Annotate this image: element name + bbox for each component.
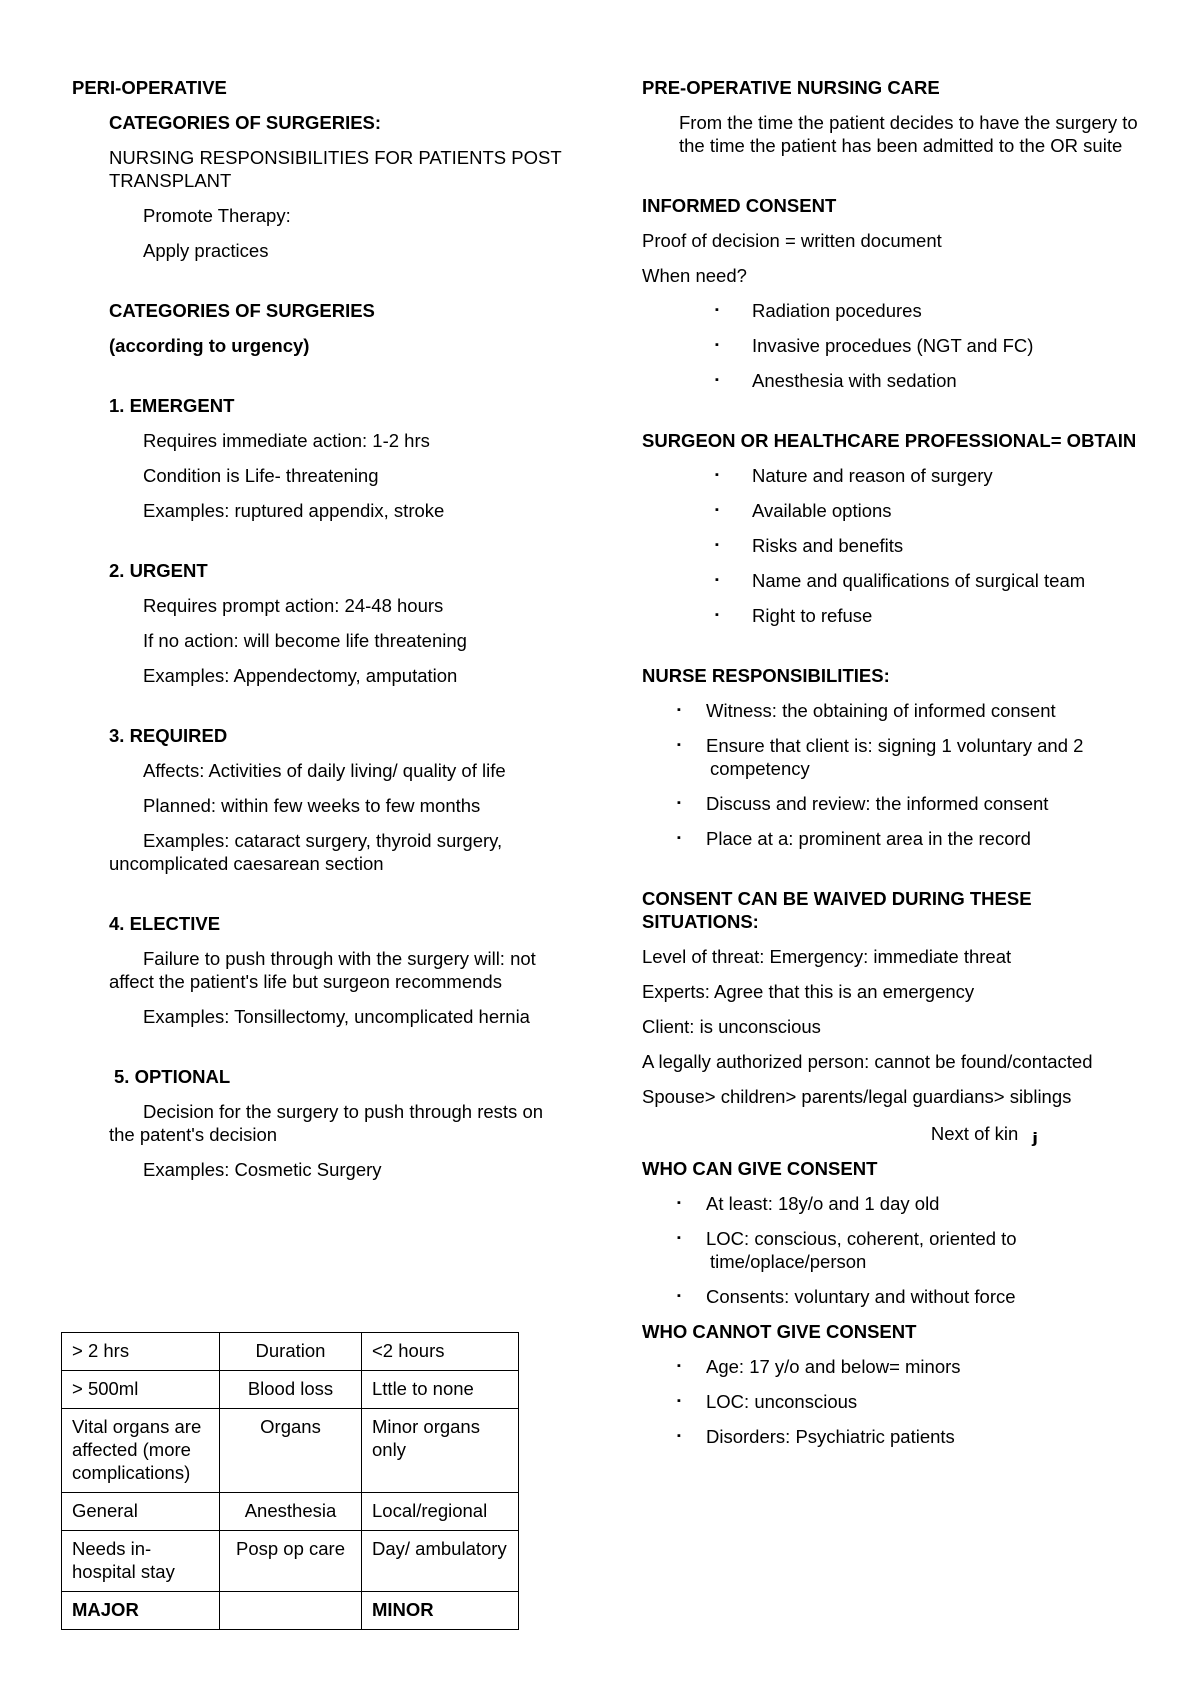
list-item: ▪ Right to refuse: [642, 604, 1142, 627]
who-can-consent-title: WHO CAN GIVE CONSENT: [642, 1158, 878, 1179]
table-cell: Local/regional: [362, 1493, 519, 1531]
list-item: ▪ Witness: the obtaining of informed consent: [642, 699, 1142, 722]
table-cell: Organs: [220, 1409, 362, 1493]
section-line: Condition is Life- threatening: [143, 465, 379, 486]
waived-line: Level of threat: Emergency: immediate threat: [642, 946, 1012, 967]
waived-line: A legally authorized person: cannot be found/contacted: [642, 1051, 1093, 1072]
section-title: 2. URGENT: [109, 560, 208, 581]
table-cell: General: [62, 1493, 220, 1531]
consent-when-text: When need?: [642, 265, 747, 286]
next-of-kin-text: Next of kin: [930, 1123, 1019, 1144]
list-item: ▪ Name and qualifications of surgical team: [642, 569, 1142, 592]
list-item: ▪ Age: 17 y/o and below= minors: [642, 1355, 1142, 1378]
waived-line: Experts: Agree that this is an emergency: [642, 981, 975, 1002]
table-row: [62, 1333, 519, 1371]
nurse-responsibilities-title: NURSE RESPONSIBILITIES:: [642, 665, 890, 686]
section-line: Affects: Activities of daily living/ quality of life: [143, 760, 506, 781]
section-line: Examples: Tonsillectomy, uncomplicated hernia: [143, 1006, 530, 1027]
consent-proof-text: Proof of decision = written document: [642, 230, 942, 251]
section-title: 1. EMERGENT: [109, 395, 235, 416]
table-row: [62, 1371, 519, 1409]
consent-needed-list: [642, 299, 1142, 392]
list-item: ▪ Ensure that client is: signing 1 voluntary and 2 competency: [642, 734, 1142, 780]
left-column: [72, 76, 572, 1193]
table-cell: Needs in-hospital stay: [62, 1531, 220, 1592]
categories-heading: CATEGORIES OF SURGERIES:: [109, 112, 382, 133]
list-item: ▪ Place at a: prominent area in the record: [642, 827, 1142, 850]
table-cell: Minor organs only: [362, 1409, 519, 1493]
preop-title: PRE-OPERATIVE NURSING CARE: [642, 77, 940, 98]
table-cell: Blood loss: [220, 1371, 362, 1409]
list-item: ▪ At least: 18y/o and 1 day old: [642, 1192, 1142, 1215]
waived-line: Spouse> children> parents/legal guardians> siblings: [642, 1086, 1072, 1107]
section-line: Examples: Cosmetic Surgery: [143, 1159, 382, 1180]
major-minor-comparison-table: [61, 1332, 519, 1630]
list-item: ▪ Discuss and review: the informed consent: [642, 792, 1142, 815]
promote-therapy-text: Promote Therapy:: [143, 205, 291, 226]
preop-text: From the time the patient decides to have the surgery to the time the patient has been admitted to the OR suite: [679, 112, 1138, 156]
table-cell: Vital organs are affected (more complications): [62, 1409, 220, 1493]
who-can-consent-list: [642, 1192, 1142, 1308]
list-item: ▪ Invasive procedues (NGT and FC): [642, 334, 1142, 357]
table-cell: Duration: [220, 1333, 362, 1371]
table-row: [62, 1592, 519, 1630]
list-item: ▪ Anesthesia with sedation: [642, 369, 1142, 392]
waived-line: Client: is unconscious: [642, 1016, 821, 1037]
section-line: Requires prompt action: 24-48 hours: [143, 595, 444, 616]
list-item: ▪ Nature and reason of surgery: [642, 464, 1142, 487]
list-item: ▪ Risks and benefits: [642, 534, 1142, 557]
section-line: If no action: will become life threatening: [143, 630, 467, 651]
surgeon-obtain-title: SURGEON OR HEALTHCARE PROFESSIONAL= OBTAIN: [642, 430, 1137, 451]
informed-consent-title: INFORMED CONSENT: [642, 195, 837, 216]
table-cell: MINOR: [362, 1592, 519, 1630]
nursing-responsibilities-text: NURSING RESPONSIBILITIES FOR PATIENTS POST TRANSPLANT: [109, 147, 562, 191]
urgent-section: [72, 559, 572, 687]
apply-practices-text: Apply practices: [143, 240, 269, 261]
list-item: ▪ LOC: conscious, coherent, oriented to time/oplace/person: [642, 1227, 1142, 1273]
section-line: Examples: ruptured appendix, stroke: [143, 500, 445, 521]
section-title: 3. REQUIRED: [109, 725, 228, 746]
table-cell: Lttle to none: [362, 1371, 519, 1409]
section-title: 5. OPTIONAL: [114, 1066, 231, 1087]
table-row: [62, 1409, 519, 1493]
section-title: 4. ELECTIVE: [109, 913, 221, 934]
categories-urgency-heading: CATEGORIES OF SURGERIES: [109, 300, 375, 321]
list-item: ▪ LOC: unconscious: [642, 1390, 1142, 1413]
required-section: [72, 724, 572, 875]
next-of-kin-line: [642, 1119, 1142, 1149]
section-line: Examples: Appendectomy, amputation: [143, 665, 458, 686]
categories-urgency-subheading: (according to urgency): [109, 335, 310, 356]
list-item: ▪ Disorders: Psychiatric patients: [642, 1425, 1142, 1448]
section-line: Planned: within few weeks to few months: [143, 795, 481, 816]
table-cell: <2 hours: [362, 1333, 519, 1371]
table-cell: Day/ ambulatory: [362, 1531, 519, 1592]
table-row: [62, 1493, 519, 1531]
page-title: PERI-OPERATIVE: [72, 77, 227, 98]
section-line: Decision for the surgery to push through rests on the patent's decision: [109, 1101, 544, 1145]
list-item: ▪ Consents: voluntary and without force: [642, 1285, 1142, 1308]
section-line: Examples: cataract surgery, thyroid surgery, uncomplicated caesarean section: [109, 830, 503, 874]
table-cell: > 2 hrs: [62, 1333, 220, 1371]
table-cell: [220, 1592, 362, 1630]
section-line: Failure to push through with the surgery will: not affect the patient's life but surgeon recommends: [109, 948, 536, 992]
who-cannot-consent-title: WHO CANNOT GIVE CONSENT: [642, 1321, 917, 1342]
elective-section: [72, 912, 572, 1028]
surgeon-obtain-list: [642, 464, 1142, 627]
list-item: ▪ Radiation pocedures: [642, 299, 1142, 322]
table-cell: > 500ml: [62, 1371, 220, 1409]
hook-arrow-icon: ⱼ: [1032, 1119, 1038, 1149]
table-cell: Anesthesia: [220, 1493, 362, 1531]
right-column: [642, 76, 1142, 1460]
emergent-section: [72, 394, 572, 522]
table-cell: MAJOR: [62, 1592, 220, 1630]
nurse-responsibilities-list: [642, 699, 1142, 850]
consent-waived-title: CONSENT CAN BE WAIVED DURING THESE SITUATIONS:: [642, 888, 1032, 932]
table-cell: Posp op care: [220, 1531, 362, 1592]
section-line: Requires immediate action: 1-2 hrs: [143, 430, 430, 451]
who-cannot-consent-list: [642, 1355, 1142, 1448]
list-item: ▪ Available options: [642, 499, 1142, 522]
optional-section: [72, 1065, 572, 1181]
table-row: [62, 1531, 519, 1592]
